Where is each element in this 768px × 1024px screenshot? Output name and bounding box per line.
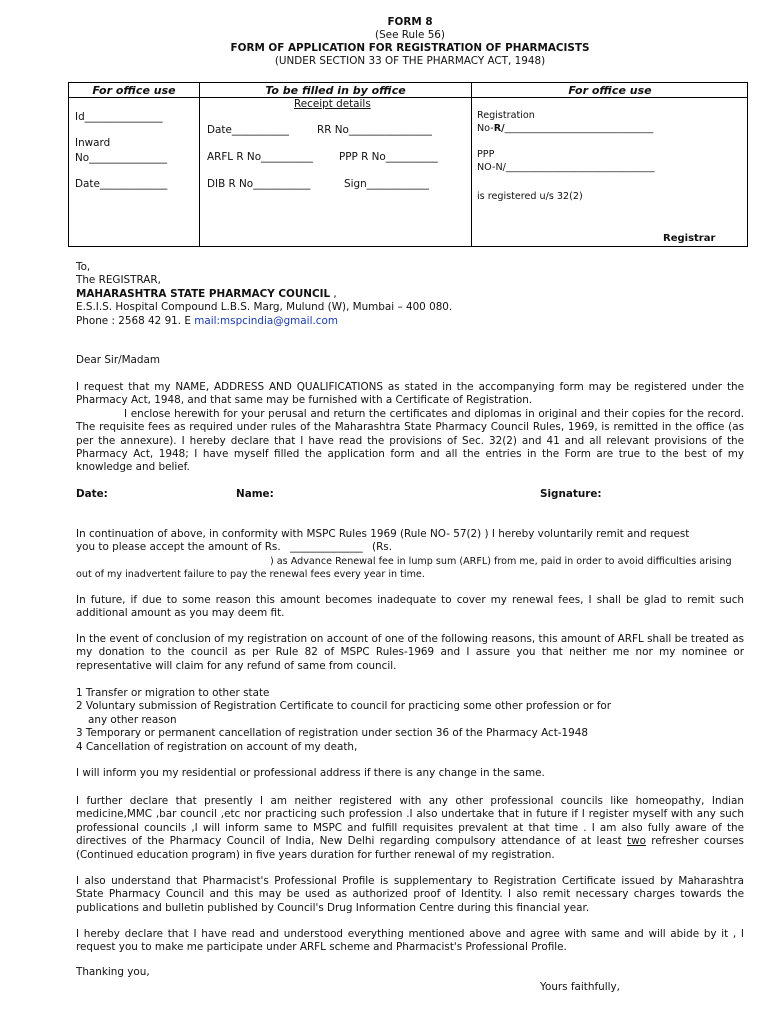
ppp-no-field[interactable]: NO-N/_______________________________ xyxy=(477,162,655,173)
dib-r-no-field[interactable]: DIB R No___________ xyxy=(207,178,311,190)
list-item: 1 Transfer or migration to other state xyxy=(76,687,270,699)
rr-no-field[interactable]: RR No________________ xyxy=(317,124,432,136)
declare-paragraph: I hereby declare that I have read and understood everything mentioned above and agree with same and will abide by it , I request you to make me participate under ARFL scheme and Pharmacist's Professional Profile. xyxy=(76,928,744,954)
further-declare-paragraph: I further declare that presently I am neither registered with any other professional councils like homeopathy, Indian medicine,MMC ,bar council ,etc nor practicing such profession .I also undertake that in future if I register myself with any such professional councils ,I will inform same to MSPC and fulfill requisites prevalent at that time . I am also fully aware of the directives of the Pharmacy Council of India, New Delhi regarding compulsory attendance of at least two refresher courses (Continued education program) in five years duration for further renewal of my registration. xyxy=(76,795,744,861)
act-reference: (UNDER SECTION 33 OF THE PHARMACY ACT, 1948) xyxy=(274,55,546,67)
arfl-r-no-field[interactable]: ARFL R No__________ xyxy=(207,151,314,163)
col1-heading: For office use xyxy=(92,84,176,97)
office-use-table xyxy=(68,82,748,247)
inward-no-field[interactable]: No_______________ xyxy=(75,152,168,164)
council-address: E.S.I.S. Hospital Compound L.B.S. Marg, Mulund (W), Mumbai – 400 080. xyxy=(76,301,453,314)
yours-faithfully: Yours faithfully, xyxy=(540,981,620,993)
inward-label: Inward xyxy=(75,137,111,149)
receipt-details-heading: Receipt details xyxy=(294,98,371,110)
date-label: Date: xyxy=(76,488,108,500)
form-title: FORM OF APPLICATION FOR REGISTRATION OF PHARMACISTS xyxy=(230,42,590,54)
registrar-label: Registrar xyxy=(663,233,716,244)
reg-no-line: _______________________________ xyxy=(504,123,654,134)
understand-paragraph: I also understand that Pharmacist's Professional Profile is supplementary to Registration Certificate issued by Maharashtra State Pharmacy Council and this may be used as authorized proof of Identity. I also remit necessary charges towards the publications and bulletin published by Council's Drug Information Centre during this financial year. xyxy=(76,875,744,914)
registration-no-field[interactable] xyxy=(477,123,653,134)
registered-under-label: is registered u/s 32(2) xyxy=(477,191,583,202)
form-number: FORM 8 xyxy=(387,16,433,28)
address-block xyxy=(76,261,452,328)
list-item: 3 Temporary or permanent cancellation of registration under section 36 of the Pharmacy Act-1948 xyxy=(76,727,588,740)
email-link[interactable]: mail:mspcindia@gmail.com xyxy=(190,314,338,327)
list-item: 4 Cancellation of registration on account of my death, xyxy=(76,740,358,753)
inform-paragraph: I will inform you my residential or professional address if there is any change in the same. xyxy=(76,767,545,779)
salutation: Dear Sir/Madam xyxy=(76,354,161,366)
col2-heading: To be filled in by office xyxy=(265,84,406,97)
arfl-paragraph: In continuation of above, in conformity with MSPC Rules 1969 (Rule NO- 57(2) ) I hereby voluntarily remit and request you to please accept the amount of Rs. ______________ (Rs. ) as Advance Renewal fee in lump sum (ARFL) from me, paid in order to avoid difficulties arising out of my inadvertent failure to pay the renewal fees every year in time. xyxy=(76,528,732,581)
ppp-r-no-field[interactable]: PPP R No__________ xyxy=(339,151,438,163)
reasons-list xyxy=(76,687,744,754)
list-item: 2 Voluntary submission of Registration Certificate to council for practicing some other profession or for xyxy=(76,700,612,713)
receipt-date-field[interactable]: Date___________ xyxy=(207,124,289,136)
future-paragraph: In future, if due to some reason this amount becomes inadequate to cover my renewal fees, I shall be glad to remit such additional amount as you may deem fit. xyxy=(76,594,744,620)
registrar-recipient: The REGISTRAR, xyxy=(76,274,161,287)
reg-no-r: R/ xyxy=(493,123,505,134)
thanking-line: Thanking you, xyxy=(76,966,150,978)
col3-heading: For office use xyxy=(568,84,652,97)
name-label: Name: xyxy=(236,488,274,500)
to-label: To, xyxy=(76,261,91,273)
amount-field[interactable]: ______________ xyxy=(289,541,363,554)
ppp-label: PPP xyxy=(477,149,495,160)
signature-label: Signature: xyxy=(540,488,602,500)
sign-field[interactable]: Sign____________ xyxy=(344,178,430,190)
council-contact: Phone : 2568 42 91. E mail:mspcindia@gmail.com xyxy=(76,314,338,327)
id-field[interactable]: Id_______________ xyxy=(75,111,163,123)
inward-date-field[interactable]: Date_____________ xyxy=(75,178,168,190)
council-name: MAHARASHTRA STATE PHARMACY COUNCIL , xyxy=(76,287,337,300)
registration-label: Registration xyxy=(477,110,535,121)
event-paragraph: In the event of conclusion of my registration on account of one of the following reasons, this amount of ARFL shall be treated as my donation to the council as per Rule 82 of MSPC Rules-1969 and I assure you that neither me nor my nominee or representative will claim for any refund of same from council. xyxy=(76,633,744,672)
request-paragraph: I request that my NAME, ADDRESS AND QUALIFICATIONS as stated in the accompanying form may be registered under the Pharmacy Act, 1948, and that same may be furnished with a Certificate of Registration. I enclose herewith for your perusal and return the certificates and diplomas in original and their copies for the record. The requisite fees as required under rules of the Maharashtra State Pharmacy Council Rules, 1969, is remitted in the office (as per the annexure). I hereby declare that I have read the provisions of Sec. 32(2) and 41 and all relevant provisions of the Pharmacy Act, 1948; I have myself filled the application form and all the entries in the Form are true to the best of my knowledge and belief. xyxy=(76,381,744,474)
list-item: any other reason xyxy=(88,713,177,726)
reg-no-prefix: No- xyxy=(477,123,494,134)
rule-reference: (See Rule 56) xyxy=(375,29,445,41)
